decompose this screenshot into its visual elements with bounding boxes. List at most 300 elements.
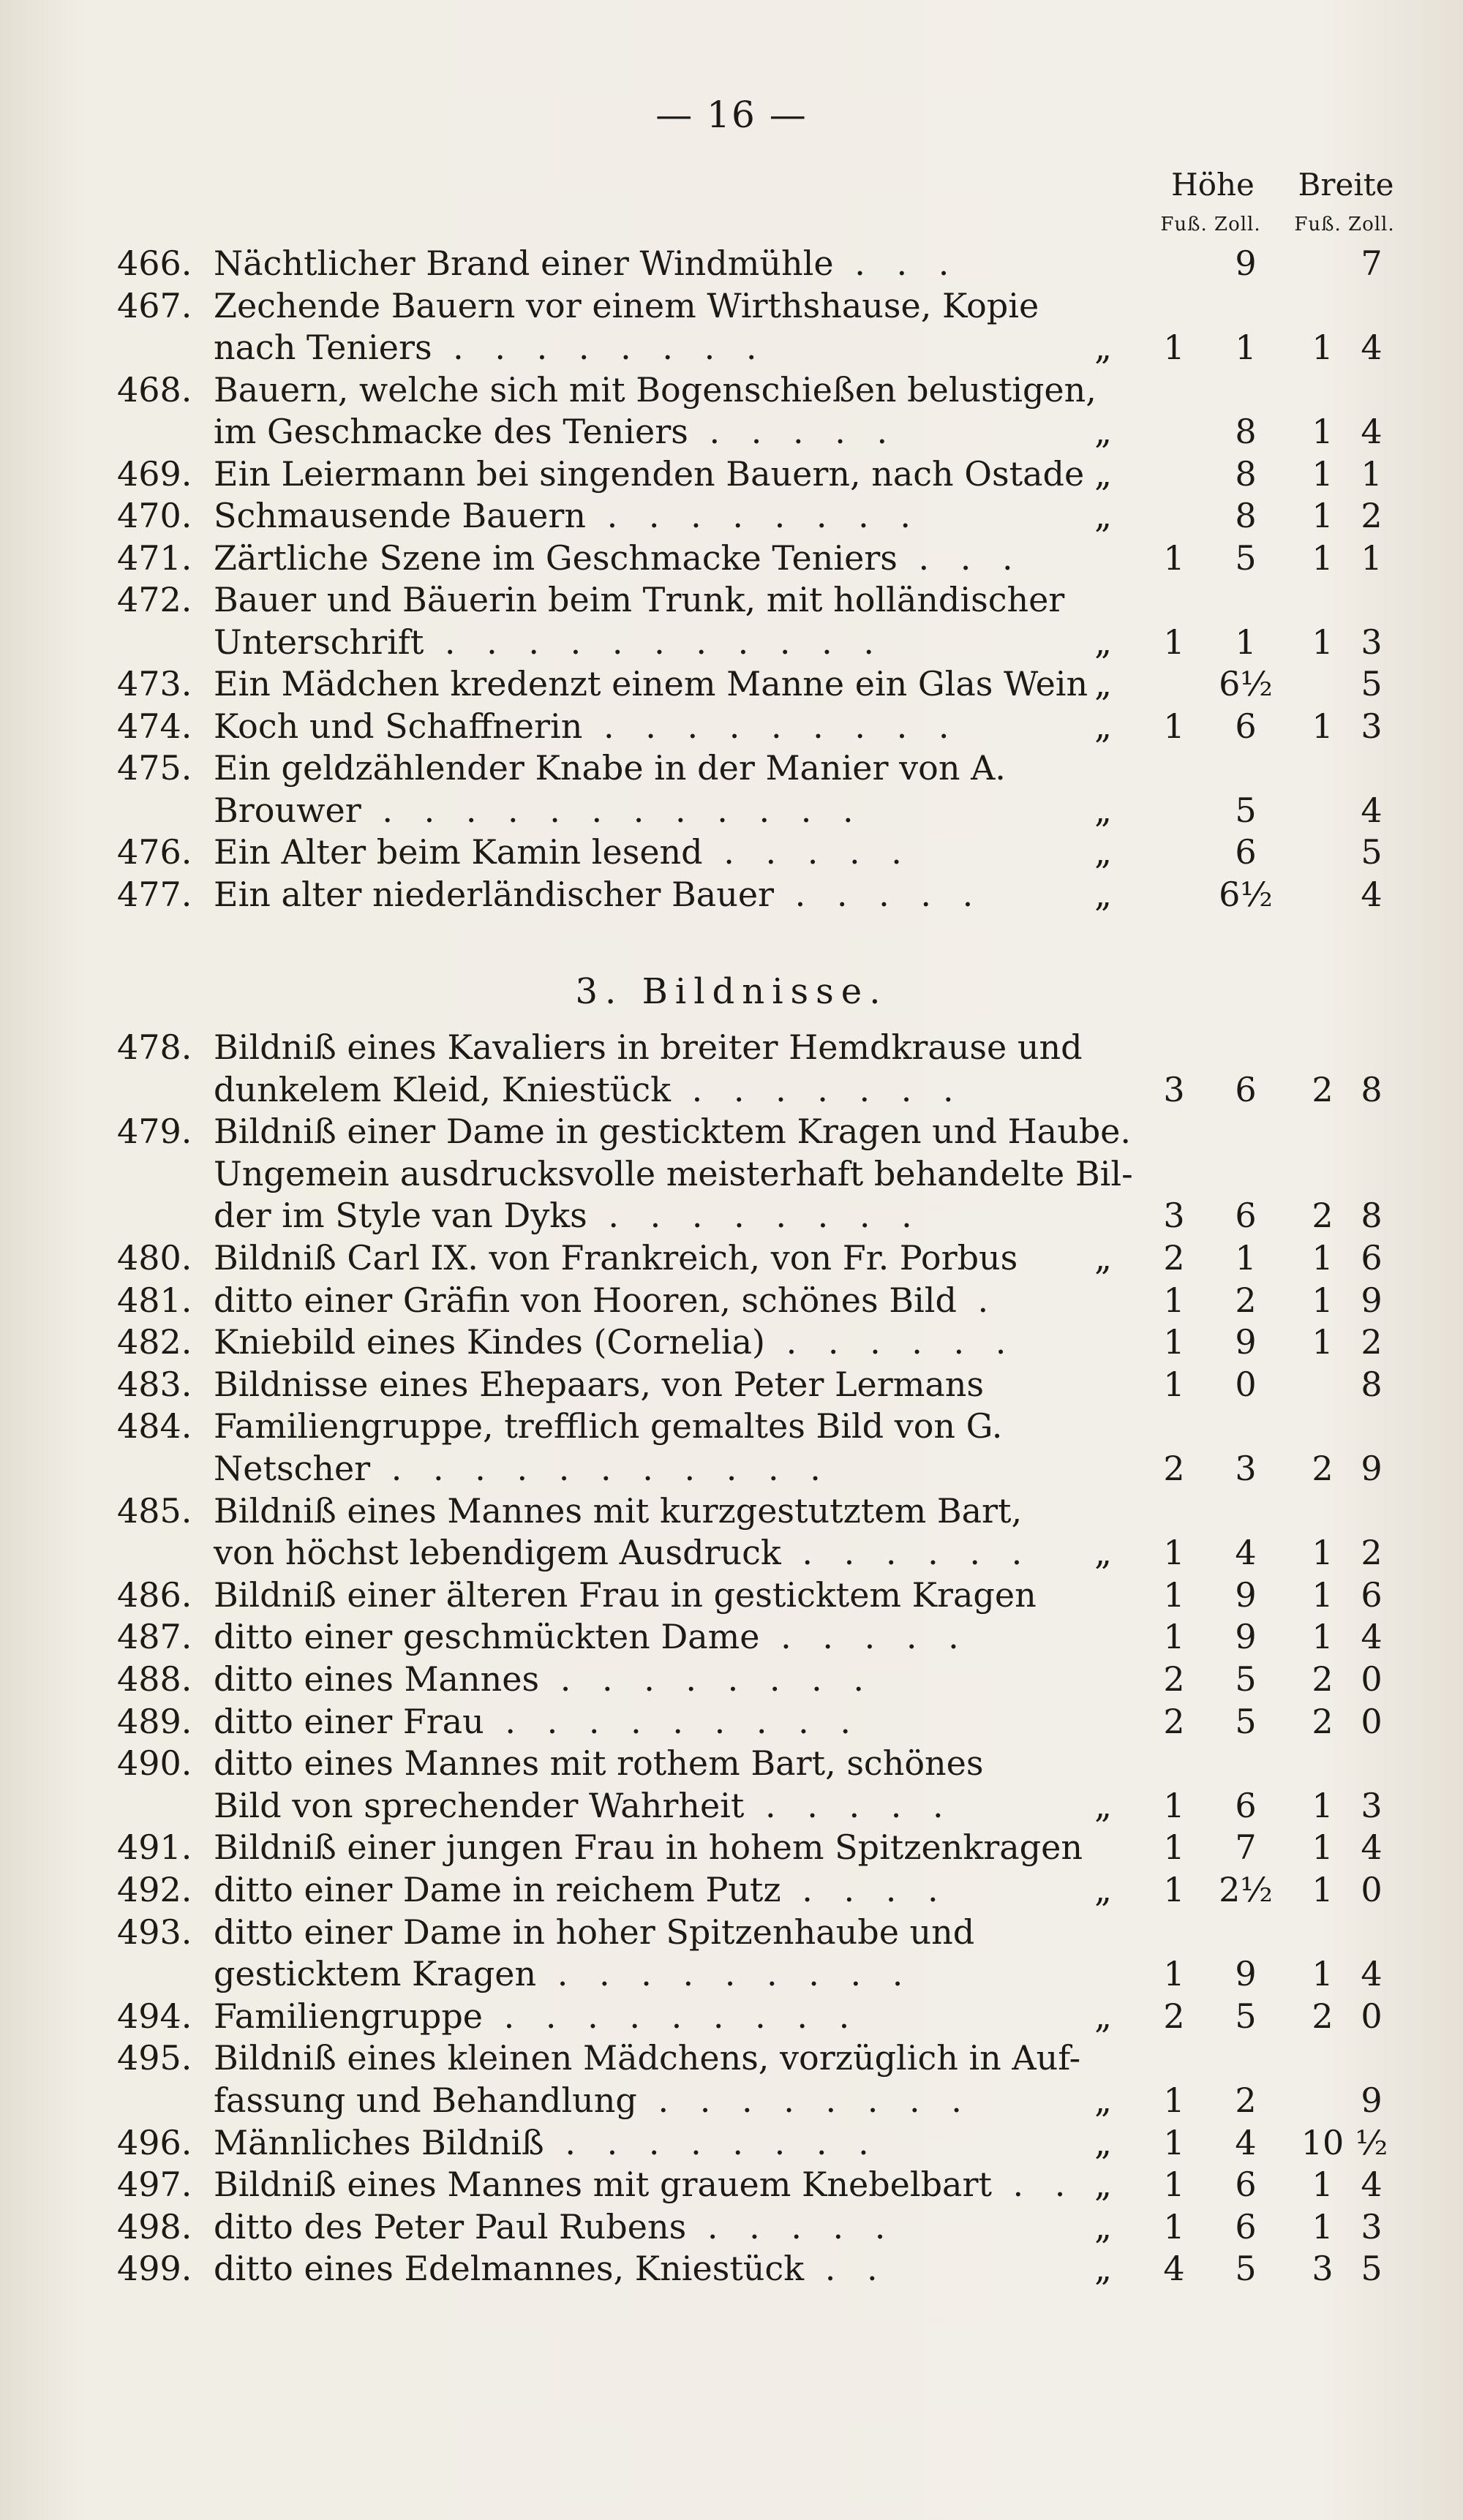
width-inches: 5 bbox=[1361, 832, 1383, 872]
leader-dots: . . . . . bbox=[744, 1785, 954, 1825]
catalog-line bbox=[0, 1193, 1463, 1237]
entry-title: dunkelem Kleid, Kniestück . . . . . . . bbox=[214, 1069, 964, 1109]
entry-number: 478. bbox=[117, 1027, 192, 1067]
entry-title: gesticktem Kragen . . . . . . . . . bbox=[214, 1954, 914, 1994]
height-inches: 9 bbox=[1235, 1574, 1257, 1615]
entry-title: Nächtlicher Brand einer Windmühle . . . bbox=[214, 244, 960, 283]
catalog-line bbox=[0, 2247, 1463, 2290]
leader-dots: . . . . . . . . . . . bbox=[424, 622, 884, 662]
catalog-line bbox=[0, 830, 1463, 874]
width-inches: 4 bbox=[1361, 328, 1383, 367]
catalog-line bbox=[0, 1657, 1463, 1701]
entry-number: 467. bbox=[117, 285, 192, 325]
width-inches: 2 bbox=[1361, 496, 1383, 535]
width-inches: 4 bbox=[1361, 2165, 1383, 2205]
catalog-line bbox=[0, 1573, 1463, 1617]
height-inches: 9 bbox=[1235, 244, 1257, 283]
catalog-line bbox=[0, 2162, 1463, 2206]
catalog-line bbox=[0, 1531, 1463, 1574]
ditto-mark: „ bbox=[1094, 1870, 1112, 1909]
catalog-line bbox=[0, 1784, 1463, 1827]
width-inches: 4 bbox=[1361, 1954, 1383, 1994]
leader-dots: . . bbox=[991, 2165, 1076, 2205]
height-feet: 1 bbox=[1163, 2122, 1185, 2162]
entry-number: 469. bbox=[117, 453, 192, 494]
ditto-mark: „ bbox=[1094, 2165, 1112, 2205]
width-inches: 0 bbox=[1361, 1701, 1383, 1741]
entry-title: Ein alter niederländischer Bauer . . . . . bbox=[214, 874, 984, 914]
height-inches: 1 bbox=[1235, 328, 1257, 367]
leader-dots: . . . . . bbox=[688, 412, 898, 451]
height-feet: 1 bbox=[1163, 1617, 1185, 1657]
column-header-breite: Breite bbox=[1298, 167, 1394, 203]
height-inches: 6 bbox=[1235, 2206, 1257, 2247]
width-feet: 2 bbox=[1312, 1996, 1334, 2036]
width-inches: 0 bbox=[1361, 1996, 1383, 2036]
height-feet: 2 bbox=[1163, 1701, 1185, 1741]
entry-number: 484. bbox=[117, 1406, 192, 1446]
catalog-line bbox=[0, 1068, 1463, 1112]
catalog-line bbox=[0, 494, 1463, 537]
ditto-mark: „ bbox=[1094, 790, 1112, 830]
height-inches: 1 bbox=[1235, 622, 1257, 662]
height-inches: 5 bbox=[1235, 1701, 1257, 1741]
entry-title: Ein Alter beim Kamin lesend . . . . . bbox=[214, 832, 912, 872]
width-feet: 1 bbox=[1312, 1827, 1334, 1868]
entry-title: Ein Leiermann bei singenden Bauern, nach Ostade bbox=[214, 453, 1085, 494]
entry-title: ditto des Peter Paul Rubens . . . . . bbox=[214, 2206, 896, 2247]
leader-dots: . . . . . bbox=[686, 2206, 896, 2247]
width-feet: 2 bbox=[1312, 1196, 1334, 1236]
height-inches: 6½ bbox=[1219, 664, 1273, 703]
catalog-line bbox=[0, 788, 1463, 832]
height-feet: 1 bbox=[1163, 1322, 1185, 1362]
ditto-mark: „ bbox=[1094, 1996, 1112, 2036]
height-feet: 1 bbox=[1163, 2206, 1185, 2247]
catalog-line bbox=[0, 1868, 1463, 1912]
leader-dots: . . . . . . . . . bbox=[536, 1954, 914, 1994]
leader-dots: . . . . . . . . . . . bbox=[370, 1449, 831, 1488]
width-inches: 4 bbox=[1361, 412, 1383, 451]
entry-number: 486. bbox=[117, 1574, 192, 1615]
height-inches: 6 bbox=[1235, 832, 1257, 872]
ditto-mark: „ bbox=[1094, 664, 1112, 703]
width-inches: 5 bbox=[1361, 664, 1383, 703]
entry-title: Ein geldzählender Knabe in der Manier von A. bbox=[214, 748, 1006, 788]
height-inches: 4 bbox=[1235, 1533, 1257, 1573]
leader-dots: . . . . . . . . bbox=[587, 1196, 922, 1236]
catalog-line bbox=[0, 2121, 1463, 2165]
catalog-line bbox=[0, 410, 1463, 453]
catalog-line bbox=[0, 2205, 1463, 2249]
width-inches: 2 bbox=[1361, 1322, 1383, 1362]
width-inches: 1 bbox=[1361, 537, 1383, 578]
leader-dots: . . . . . bbox=[774, 874, 984, 914]
leader-dots: . . . . bbox=[781, 1870, 949, 1909]
leader-dots: . . . . . . . . . bbox=[582, 706, 960, 746]
entry-title: Bildniß einer jungen Frau in hohem Spitzenkragen bbox=[214, 1827, 1083, 1868]
height-inches: 6 bbox=[1235, 1069, 1257, 1109]
height-inches: 9 bbox=[1235, 1322, 1257, 1362]
entry-number: 498. bbox=[117, 2206, 192, 2247]
catalog-line bbox=[0, 1952, 1463, 1996]
leader-dots: . . . . . . . . bbox=[544, 2122, 879, 2162]
column-units-breite: Fuß. Zoll. bbox=[1294, 214, 1395, 235]
entry-title: Familiengruppe, trefflich gemaltes Bild von G. bbox=[214, 1406, 1003, 1446]
entry-title: Netscher . . . . . . . . . . . bbox=[214, 1449, 831, 1488]
width-feet: 1 bbox=[1312, 1280, 1334, 1320]
entry-title: Bildniß eines kleinen Mädchens, vorzüglich in Auf- bbox=[214, 2038, 1081, 2078]
height-feet: 3 bbox=[1163, 1196, 1185, 1236]
entry-number: 472. bbox=[117, 580, 192, 619]
ditto-mark: „ bbox=[1094, 874, 1112, 914]
height-inches: 6 bbox=[1235, 1196, 1257, 1236]
catalog-line bbox=[0, 284, 1463, 328]
entry-number: 488. bbox=[117, 1659, 192, 1699]
catalog-line bbox=[0, 578, 1463, 622]
entry-number: 474. bbox=[117, 706, 192, 746]
entry-number: 483. bbox=[117, 1364, 192, 1404]
entry-number: 491. bbox=[117, 1827, 192, 1868]
entry-title: ditto eines Mannes mit rothem Bart, schönes bbox=[214, 1743, 984, 1784]
entry-title: Kniebild eines Kindes (Cornelia) . . . . . . bbox=[214, 1322, 1017, 1362]
width-feet: 2 bbox=[1312, 1069, 1334, 1109]
entry-title: Koch und Schaffnerin . . . . . . . . . bbox=[214, 706, 960, 746]
height-feet: 1 bbox=[1163, 1870, 1185, 1909]
entry-title: Bildniß einer Dame in gesticktem Kragen und Haube. bbox=[214, 1112, 1132, 1152]
catalog-line bbox=[0, 662, 1463, 706]
entry-title: im Geschmacke des Teniers . . . . . bbox=[214, 412, 898, 451]
height-feet: 1 bbox=[1163, 1533, 1185, 1573]
catalog-line bbox=[0, 1825, 1463, 1869]
height-feet: 2 bbox=[1163, 1996, 1185, 2036]
leader-dots: . . . . . . . . . bbox=[484, 1701, 861, 1741]
leader-dots: . . . bbox=[833, 244, 960, 283]
height-inches: 5 bbox=[1235, 537, 1257, 578]
width-inches: 4 bbox=[1361, 1827, 1383, 1868]
leader-dots: . . . . . . . . . bbox=[483, 1996, 860, 2036]
leader-dots: . . . . . . . . bbox=[586, 496, 921, 535]
entry-number: 499. bbox=[117, 2249, 192, 2289]
width-feet: 1 bbox=[1312, 706, 1334, 746]
width-feet: 1 bbox=[1312, 496, 1334, 535]
width-feet: 10 bbox=[1301, 2122, 1344, 2162]
leader-dots: . bbox=[956, 1280, 999, 1320]
ditto-mark: „ bbox=[1094, 496, 1112, 535]
width-inches: 9 bbox=[1361, 2080, 1383, 2120]
entry-number: 481. bbox=[117, 1280, 192, 1320]
width-feet: 2 bbox=[1312, 1449, 1334, 1488]
entry-number: 487. bbox=[117, 1617, 192, 1657]
ditto-mark: „ bbox=[1094, 2080, 1112, 2120]
section-title: 3. Bildnisse. bbox=[575, 971, 888, 1012]
width-inches: 8 bbox=[1361, 1069, 1383, 1109]
catalog-line bbox=[0, 704, 1463, 748]
catalog-line bbox=[0, 1362, 1463, 1406]
catalog-line bbox=[0, 1152, 1463, 1196]
ditto-mark: „ bbox=[1094, 328, 1112, 367]
entry-number: 480. bbox=[117, 1238, 192, 1278]
catalog-line bbox=[0, 1320, 1463, 1364]
width-inches: 3 bbox=[1361, 706, 1383, 746]
entry-title: Bauer und Bäuerin beim Trunk, mit holländischer bbox=[214, 580, 1065, 619]
catalog-line bbox=[0, 1741, 1463, 1785]
entry-title: Männliches Bildniß . . . . . . . . bbox=[214, 2122, 879, 2162]
width-inches: 9 bbox=[1361, 1449, 1383, 1488]
width-feet: 1 bbox=[1312, 537, 1334, 578]
ditto-mark: „ bbox=[1094, 832, 1112, 872]
height-inches: 0 bbox=[1235, 1364, 1257, 1404]
height-inches: 6½ bbox=[1219, 874, 1273, 914]
entry-title: Ungemein ausdrucksvolle meisterhaft behandelte Bil- bbox=[214, 1153, 1133, 1193]
catalog-line bbox=[0, 1994, 1463, 2038]
entry-number: 475. bbox=[117, 748, 192, 788]
height-inches: 4 bbox=[1235, 2122, 1257, 2162]
entry-number: 494. bbox=[117, 1996, 192, 2036]
leader-dots: . . . . . . . bbox=[670, 1069, 964, 1109]
catalog-line bbox=[0, 2036, 1463, 2080]
entry-title: Bildniß einer älteren Frau in gesticktem Kragen bbox=[214, 1574, 1037, 1615]
width-inches: 7 bbox=[1361, 244, 1383, 283]
leader-dots: . . . . . . bbox=[781, 1533, 1033, 1573]
height-inches: 8 bbox=[1235, 496, 1257, 535]
catalog-line bbox=[0, 1615, 1463, 1659]
catalog-line bbox=[0, 536, 1463, 580]
width-inches: 6 bbox=[1361, 1574, 1383, 1615]
width-feet: 1 bbox=[1312, 1533, 1334, 1573]
catalog-line bbox=[0, 746, 1463, 790]
width-inches: 9 bbox=[1361, 1280, 1383, 1320]
entry-title: ditto einer Frau . . . . . . . . . bbox=[214, 1701, 861, 1741]
catalog-line bbox=[0, 1278, 1463, 1322]
catalog-line bbox=[0, 325, 1463, 369]
catalog-line bbox=[0, 1025, 1463, 1069]
width-inches: 6 bbox=[1361, 1238, 1383, 1278]
entry-title: Bild von sprechender Wahrheit . . . . . bbox=[214, 1785, 954, 1825]
catalog-line bbox=[0, 1109, 1463, 1153]
entry-title: Bildniß eines Mannes mit grauem Knebelbart . . bbox=[214, 2165, 1076, 2205]
catalog-line bbox=[0, 1446, 1463, 1490]
height-feet: 2 bbox=[1163, 1659, 1185, 1699]
ditto-mark: „ bbox=[1094, 2206, 1112, 2247]
entry-title: Bauern, welche sich mit Bogenschießen belustigen, bbox=[214, 369, 1097, 410]
width-feet: 1 bbox=[1312, 1322, 1334, 1362]
width-inches: ½ bbox=[1355, 2122, 1388, 2162]
width-feet: 1 bbox=[1312, 2206, 1334, 2247]
height-inches: 1 bbox=[1235, 1238, 1257, 1278]
height-feet: 1 bbox=[1163, 1280, 1185, 1320]
width-inches: 8 bbox=[1361, 1364, 1383, 1404]
entry-title: Unterschrift . . . . . . . . . . . bbox=[214, 622, 884, 662]
height-feet: 1 bbox=[1163, 1364, 1185, 1404]
entry-number: 485. bbox=[117, 1490, 192, 1531]
width-inches: 4 bbox=[1361, 1617, 1383, 1657]
height-feet: 1 bbox=[1163, 328, 1185, 367]
width-inches: 3 bbox=[1361, 1785, 1383, 1825]
height-inches: 5 bbox=[1235, 2249, 1257, 2289]
catalog-line bbox=[0, 241, 1463, 285]
width-inches: 5 bbox=[1361, 2249, 1383, 2289]
entry-title: Bildniß eines Kavaliers in breiter Hemdkrause und bbox=[214, 1027, 1083, 1067]
catalog-line bbox=[0, 1404, 1463, 1448]
width-feet: 3 bbox=[1312, 2249, 1334, 2289]
height-inches: 7 bbox=[1235, 1827, 1257, 1868]
entry-number: 470. bbox=[117, 496, 192, 535]
entry-title: der im Style van Dyks . . . . . . . . bbox=[214, 1196, 922, 1236]
height-feet: 1 bbox=[1163, 2080, 1185, 2120]
entry-number: 489. bbox=[117, 1701, 192, 1741]
entry-title: Familiengruppe . . . . . . . . . bbox=[214, 1996, 860, 2036]
entry-number: 471. bbox=[117, 537, 192, 578]
catalog-line bbox=[0, 620, 1463, 664]
ditto-mark: „ bbox=[1094, 2122, 1112, 2162]
ditto-mark: „ bbox=[1094, 1533, 1112, 1573]
height-inches: 2 bbox=[1235, 1280, 1257, 1320]
width-feet: 1 bbox=[1312, 412, 1334, 451]
height-feet: 1 bbox=[1163, 537, 1185, 578]
height-feet: 1 bbox=[1163, 622, 1185, 662]
column-header-hoehe: Höhe bbox=[1171, 167, 1255, 203]
entry-title: Schmausende Bauern . . . . . . . . bbox=[214, 496, 921, 535]
catalog-line bbox=[0, 1700, 1463, 1743]
height-inches: 6 bbox=[1235, 1785, 1257, 1825]
entry-title: Brouwer . . . . . . . . . . . . bbox=[214, 790, 864, 830]
height-feet: 1 bbox=[1163, 1574, 1185, 1615]
entry-number: 473. bbox=[117, 664, 192, 703]
catalog-line bbox=[0, 452, 1463, 496]
width-feet: 1 bbox=[1312, 1617, 1334, 1657]
entry-title: von höchst lebendigem Ausdruck . . . . . . bbox=[214, 1533, 1033, 1573]
entry-title: Zechende Bauern vor einem Wirthshause, Kopie bbox=[214, 285, 1039, 325]
width-inches: 3 bbox=[1361, 622, 1383, 662]
height-feet: 4 bbox=[1163, 2249, 1185, 2289]
entry-title: ditto eines Mannes . . . . . . . . bbox=[214, 1659, 875, 1699]
height-feet: 2 bbox=[1163, 1238, 1185, 1278]
width-feet: 1 bbox=[1312, 1870, 1334, 1909]
width-feet: 1 bbox=[1312, 622, 1334, 662]
width-feet: 1 bbox=[1312, 1574, 1334, 1615]
entry-number: 482. bbox=[117, 1322, 192, 1362]
width-feet: 1 bbox=[1312, 1954, 1334, 1994]
height-feet: 1 bbox=[1163, 1827, 1185, 1868]
entry-number: 496. bbox=[117, 2122, 192, 2162]
ditto-mark: „ bbox=[1094, 1238, 1112, 1278]
width-feet: 1 bbox=[1312, 328, 1334, 367]
entry-title: ditto einer Dame in hoher Spitzenhaube und bbox=[214, 1912, 975, 1952]
height-inches: 5 bbox=[1235, 790, 1257, 830]
height-inches: 2½ bbox=[1219, 1870, 1273, 1909]
width-feet: 1 bbox=[1312, 453, 1334, 494]
height-feet: 1 bbox=[1163, 2165, 1185, 2205]
height-feet: 1 bbox=[1163, 1785, 1185, 1825]
entry-number: 468. bbox=[117, 369, 192, 410]
ditto-mark: „ bbox=[1094, 2249, 1112, 2289]
width-inches: 1 bbox=[1361, 453, 1383, 494]
leader-dots: . . . . . bbox=[702, 832, 912, 872]
catalog-line bbox=[0, 2078, 1463, 2122]
ditto-mark: „ bbox=[1094, 1785, 1112, 1825]
entry-title: Zärtliche Szene im Geschmacke Teniers . . . bbox=[214, 537, 1023, 578]
ditto-mark: „ bbox=[1094, 622, 1112, 662]
height-inches: 8 bbox=[1235, 412, 1257, 451]
leader-dots: . . . . . . bbox=[764, 1322, 1017, 1362]
width-inches: 0 bbox=[1361, 1870, 1383, 1909]
height-feet: 1 bbox=[1163, 1954, 1185, 1994]
entry-number: 479. bbox=[117, 1112, 192, 1152]
entry-title: Bildnisse eines Ehepaars, von Peter Lermans bbox=[214, 1364, 985, 1404]
leader-dots: . . . . . . . . bbox=[432, 328, 767, 367]
catalog-line bbox=[0, 1489, 1463, 1533]
catalog-line bbox=[0, 368, 1463, 412]
leader-dots: . . bbox=[804, 2249, 888, 2289]
width-inches: 0 bbox=[1361, 1659, 1383, 1699]
leader-dots: . . . . . bbox=[759, 1617, 969, 1657]
leader-dots: . . . . . . . . . . . . bbox=[361, 790, 864, 830]
height-inches: 2 bbox=[1235, 2080, 1257, 2120]
column-units-hoehe: Fuß. Zoll. bbox=[1160, 214, 1261, 235]
entry-number: 477. bbox=[117, 874, 192, 914]
entry-title: Ein Mädchen kredenzt einem Manne ein Glas Wein bbox=[214, 664, 1088, 703]
height-inches: 9 bbox=[1235, 1954, 1257, 1994]
catalog-line bbox=[0, 1910, 1463, 1954]
ditto-mark: „ bbox=[1094, 412, 1112, 451]
height-feet: 3 bbox=[1163, 1069, 1185, 1109]
height-feet: 1 bbox=[1163, 706, 1185, 746]
leader-dots: . . . bbox=[897, 537, 1023, 578]
width-inches: 3 bbox=[1361, 2206, 1383, 2247]
entry-title: Bildniß Carl IX. von Frankreich, von Fr. Porbus bbox=[214, 1238, 1018, 1278]
leader-dots: . . . . . . . . bbox=[539, 1659, 875, 1699]
entry-title: ditto eines Edelmannes, Kniestück . . bbox=[214, 2249, 888, 2289]
width-inches: 8 bbox=[1361, 1196, 1383, 1236]
height-feet: 2 bbox=[1163, 1449, 1185, 1488]
page-number: — 16 — bbox=[655, 94, 808, 136]
width-feet: 2 bbox=[1312, 1659, 1334, 1699]
ditto-mark: „ bbox=[1094, 453, 1112, 494]
entry-title: nach Teniers . . . . . . . . bbox=[214, 328, 767, 367]
ditto-mark: „ bbox=[1094, 706, 1112, 746]
width-feet: 1 bbox=[1312, 2165, 1334, 2205]
leader-dots: . . . . . . . . bbox=[636, 2080, 972, 2120]
width-inches: 2 bbox=[1361, 1533, 1383, 1573]
width-feet: 2 bbox=[1312, 1701, 1334, 1741]
catalog-line bbox=[0, 872, 1463, 916]
height-inches: 3 bbox=[1235, 1449, 1257, 1488]
height-inches: 5 bbox=[1235, 1996, 1257, 2036]
entry-title: fassung und Behandlung . . . . . . . . bbox=[214, 2080, 972, 2120]
width-inches: 4 bbox=[1361, 790, 1383, 830]
width-feet: 1 bbox=[1312, 1785, 1334, 1825]
width-inches: 4 bbox=[1361, 874, 1383, 914]
height-inches: 8 bbox=[1235, 453, 1257, 494]
entry-title: ditto einer Dame in reichem Putz . . . . bbox=[214, 1870, 949, 1909]
entry-title: ditto einer Gräfin von Hooren, schönes Bild . bbox=[214, 1280, 999, 1320]
entry-number: 495. bbox=[117, 2038, 192, 2078]
width-feet: 1 bbox=[1312, 1238, 1334, 1278]
entry-number: 497. bbox=[117, 2165, 192, 2205]
entry-title: Bildniß eines Mannes mit kurzgestutztem Bart, bbox=[214, 1490, 1023, 1531]
entry-number: 476. bbox=[117, 832, 192, 872]
catalog-line bbox=[0, 1236, 1463, 1280]
entry-number: 492. bbox=[117, 1870, 192, 1909]
entry-title: ditto einer geschmückten Dame . . . . . bbox=[214, 1617, 969, 1657]
entry-number: 466. bbox=[117, 244, 192, 283]
height-inches: 9 bbox=[1235, 1617, 1257, 1657]
height-inches: 5 bbox=[1235, 1659, 1257, 1699]
height-inches: 6 bbox=[1235, 2165, 1257, 2205]
entry-number: 490. bbox=[117, 1743, 192, 1784]
height-inches: 6 bbox=[1235, 706, 1257, 746]
